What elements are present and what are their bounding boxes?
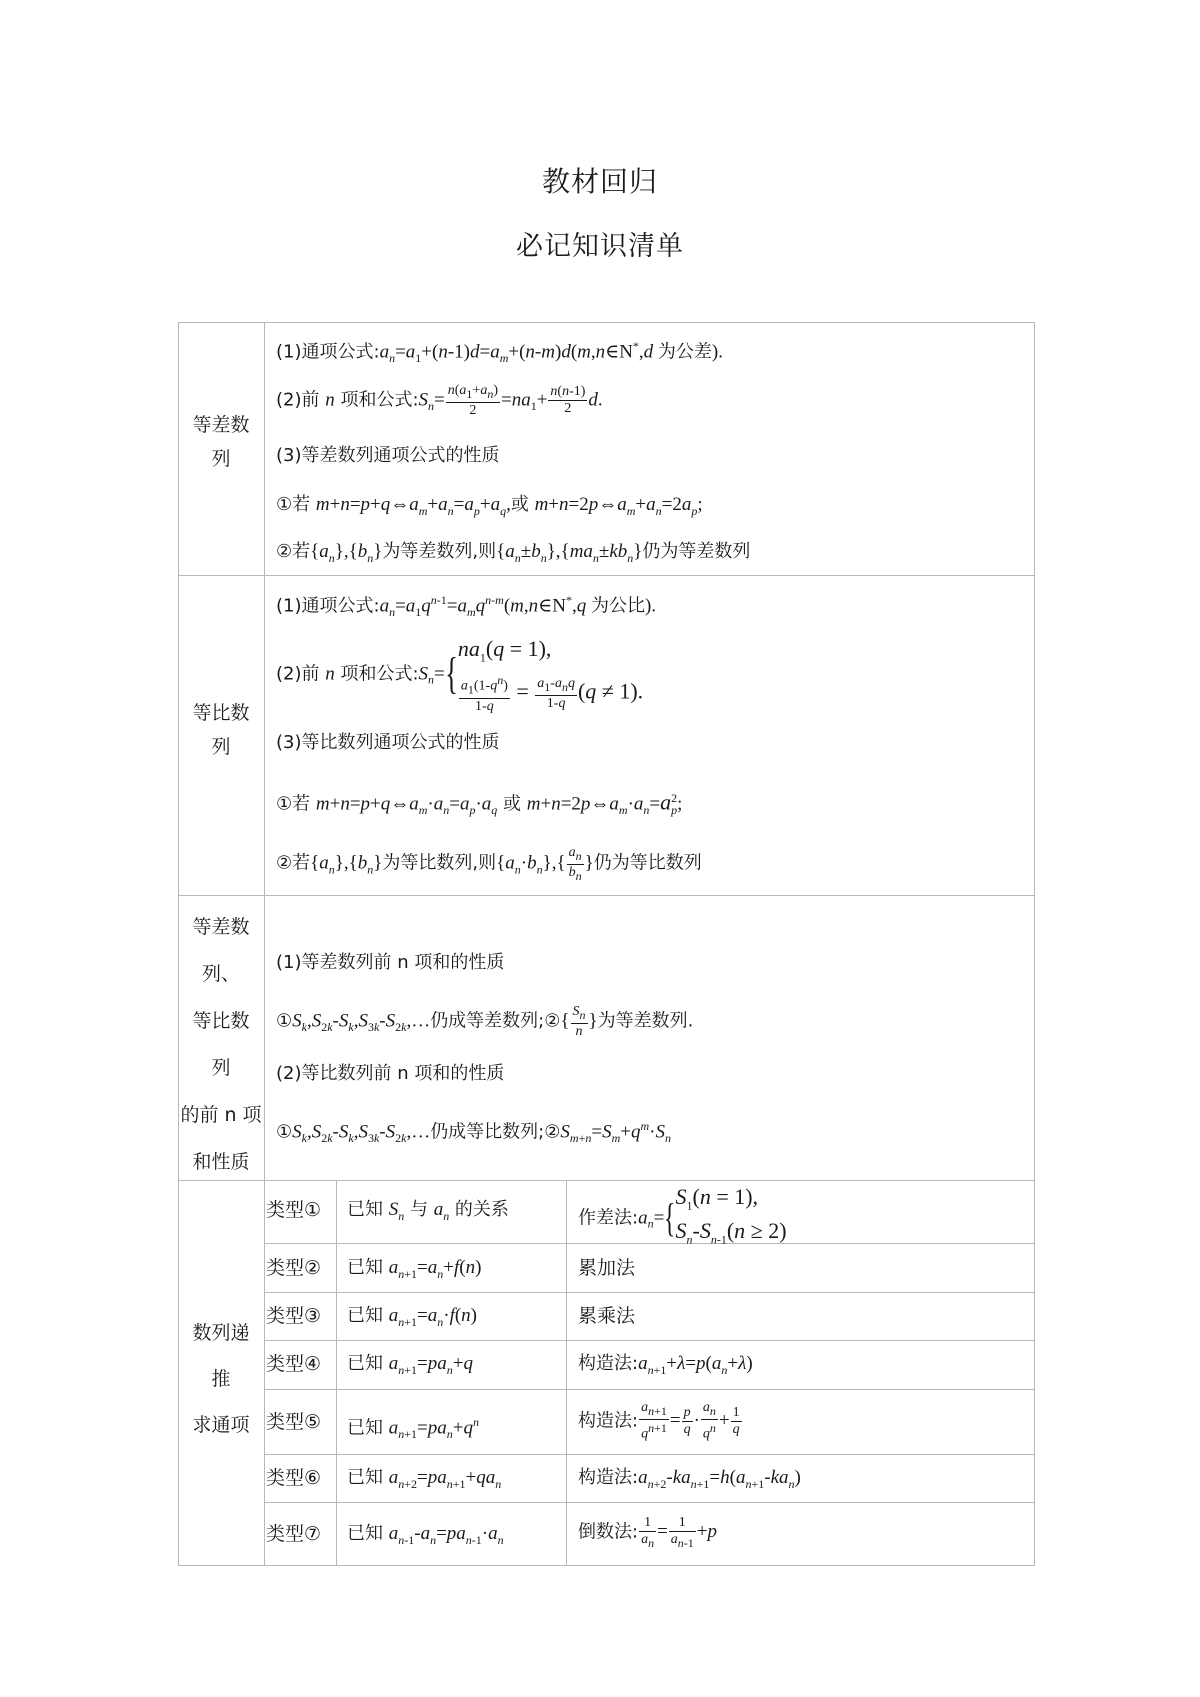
arith-item-4: ①若 $m+n=p+q\Leftrightarrow a_m+a_n=a_p+a_q$,或 $m+n=2p\Leftrightarrow a_m+a_n=2a_p$; xyxy=(276,494,703,518)
page-subtitle: 必记知识清单 xyxy=(516,231,684,262)
recurrence-method-6: 构造法$:a_{n+2}-ka_{n+1}=h(a_{n+1}-ka_n)$ xyxy=(578,1467,801,1491)
arith-item-5: ②若$\{a_n\},\{b_n\}$为等差数列,则$\{a_n\pm b_n\},\{ma_n\pm kb_n\}$仍为等差数列 xyxy=(276,541,751,565)
recurrence-known-7: 已知 $a_{n-1}-a_n=pa_{n-1}\cdot a_n$ xyxy=(347,1523,504,1547)
arith-item-1: (1)通项公式$:a_n=a_1+(n-1)d=a_m+(n-m)d(m,n\in N^*,d$ 为公差). xyxy=(276,339,723,366)
recurrence-type-3: 类型③ xyxy=(266,1305,322,1327)
recurrence-known-4: 已知 $a_{n+1}=pa_n+q$ xyxy=(347,1353,473,1377)
sum-item-3: (2)等比数列前 n 项和的性质 xyxy=(276,1063,505,1084)
sum-item-1: (1)等差数列前 n 项和的性质 xyxy=(276,952,505,973)
sum-item-2: $①S_k,S_{2k}-S_k,S_{3k}-S_{2k},\dots$仍成等差数列;②{ $\frac{S_n}{n}$ }为等差数列. xyxy=(276,1004,694,1039)
recurrence-method-7: 倒数法: $\frac{1}{a_n}$ = $\frac{1}{a_{n-1}}$ +p xyxy=(578,1514,718,1550)
recurrence-type-7: 类型⑦ xyxy=(266,1523,322,1545)
recurrence-type-5: 类型⑤ xyxy=(266,1411,322,1433)
recurrence-type-6: 类型⑥ xyxy=(266,1467,322,1489)
sum-item-4: $①S_k,S_{2k}-S_k,S_{3k}-S_{2k},\dots$仍成等比数列$;②S_{m+n}=S_m+q^m\cdot S_n$ xyxy=(276,1119,671,1146)
recurrence-method-1: 作差法$:a_n=${ $S_1(n = 1)$, $S_n-S_{n-1}(n \ge 2)$ xyxy=(578,1184,787,1247)
geo-item-2: (2)前 n 项和公式$:S_n=${ $na_1(q = 1)$, $\frac{a_1(1-q^n)}{1-q}$ = $\frac{a_1-a_nq}{1-q}$ (q ≠ 1). xyxy=(276,636,644,714)
geo-item-5: ②若$\{a_n\},\{b_n\}$为等比数列,则$\{a_n\cdot b_n\}$,{ $\frac{a_n}{b_n}$ }仍为等比数列 xyxy=(276,845,702,883)
recurrence-type-1: 类型① xyxy=(266,1199,322,1221)
recurrence-known-6: 已知 $a_{n+2}=pa_{n+1}+qa_n$ xyxy=(347,1467,502,1491)
recurrence-method-3: 累乘法 xyxy=(578,1305,636,1327)
recurrence-type-2: 类型② xyxy=(266,1257,322,1279)
page-title: 教材回归 xyxy=(541,165,658,198)
recurrence-method-5: 构造法: $\frac{a_{n+1}}{q^{n+1}}$ = $\frac{p}{q}$ · $\frac{a_n}{q^n}$ + $\frac{1}{q}$ xyxy=(578,1400,740,1442)
geo-item-1: (1)通项公式$:a_n=a_1q^{n-1}=a_mq^{n-m}(m,n\in N^*,q$ 为公比). xyxy=(276,593,657,620)
arith-item-3: (3)等差数列通项公式的性质 xyxy=(276,445,500,466)
section-label-recurrence: 数列递 推 求通项 xyxy=(192,1322,250,1436)
recurrence-method-2: 累加法 xyxy=(578,1257,636,1279)
section-label-arithmetic: 等差数 列 xyxy=(192,414,250,470)
recurrence-known-1: 已知 $S_n$ 与 $a_n$ 的关系 xyxy=(347,1199,509,1223)
recurrence-method-4: 构造法$:a_{n+1}+\lambda=p(a_n+\lambda)$ xyxy=(578,1353,753,1377)
section-label-sum-properties: 等差数 列、 等比数 列 的前 n 项 和性质 xyxy=(180,916,262,1173)
recurrence-known-3: 已知 $a_{n+1}=a_n\cdot f(n)$ xyxy=(347,1305,477,1329)
recurrence-type-4: 类型④ xyxy=(266,1353,322,1375)
arith-item-2: (2)前 n 项和公式$:S_n=$ $\frac{n(a_1+a_n)}{2}$ $=na_1+$ $\frac{n(n-1)}{2}$ d. xyxy=(276,383,603,418)
geo-item-4: ①若 $m+n=p+q\Leftrightarrow a_m\cdot a_n=a_p\cdot a_q$ 或 $m+n=2p\Leftrightarrow a_m\cdot a_n=a_p^2$; xyxy=(276,789,683,818)
geo-item-3: (3)等比数列通项公式的性质 xyxy=(276,732,500,753)
section-label-geometric: 等比数 列 xyxy=(192,702,250,758)
recurrence-known-2: 已知 $a_{n+1}=a_n+f(n)$ xyxy=(347,1257,482,1281)
recurrence-known-5: 已知 $a_{n+1}=pa_n+q^n$ xyxy=(347,1415,479,1442)
